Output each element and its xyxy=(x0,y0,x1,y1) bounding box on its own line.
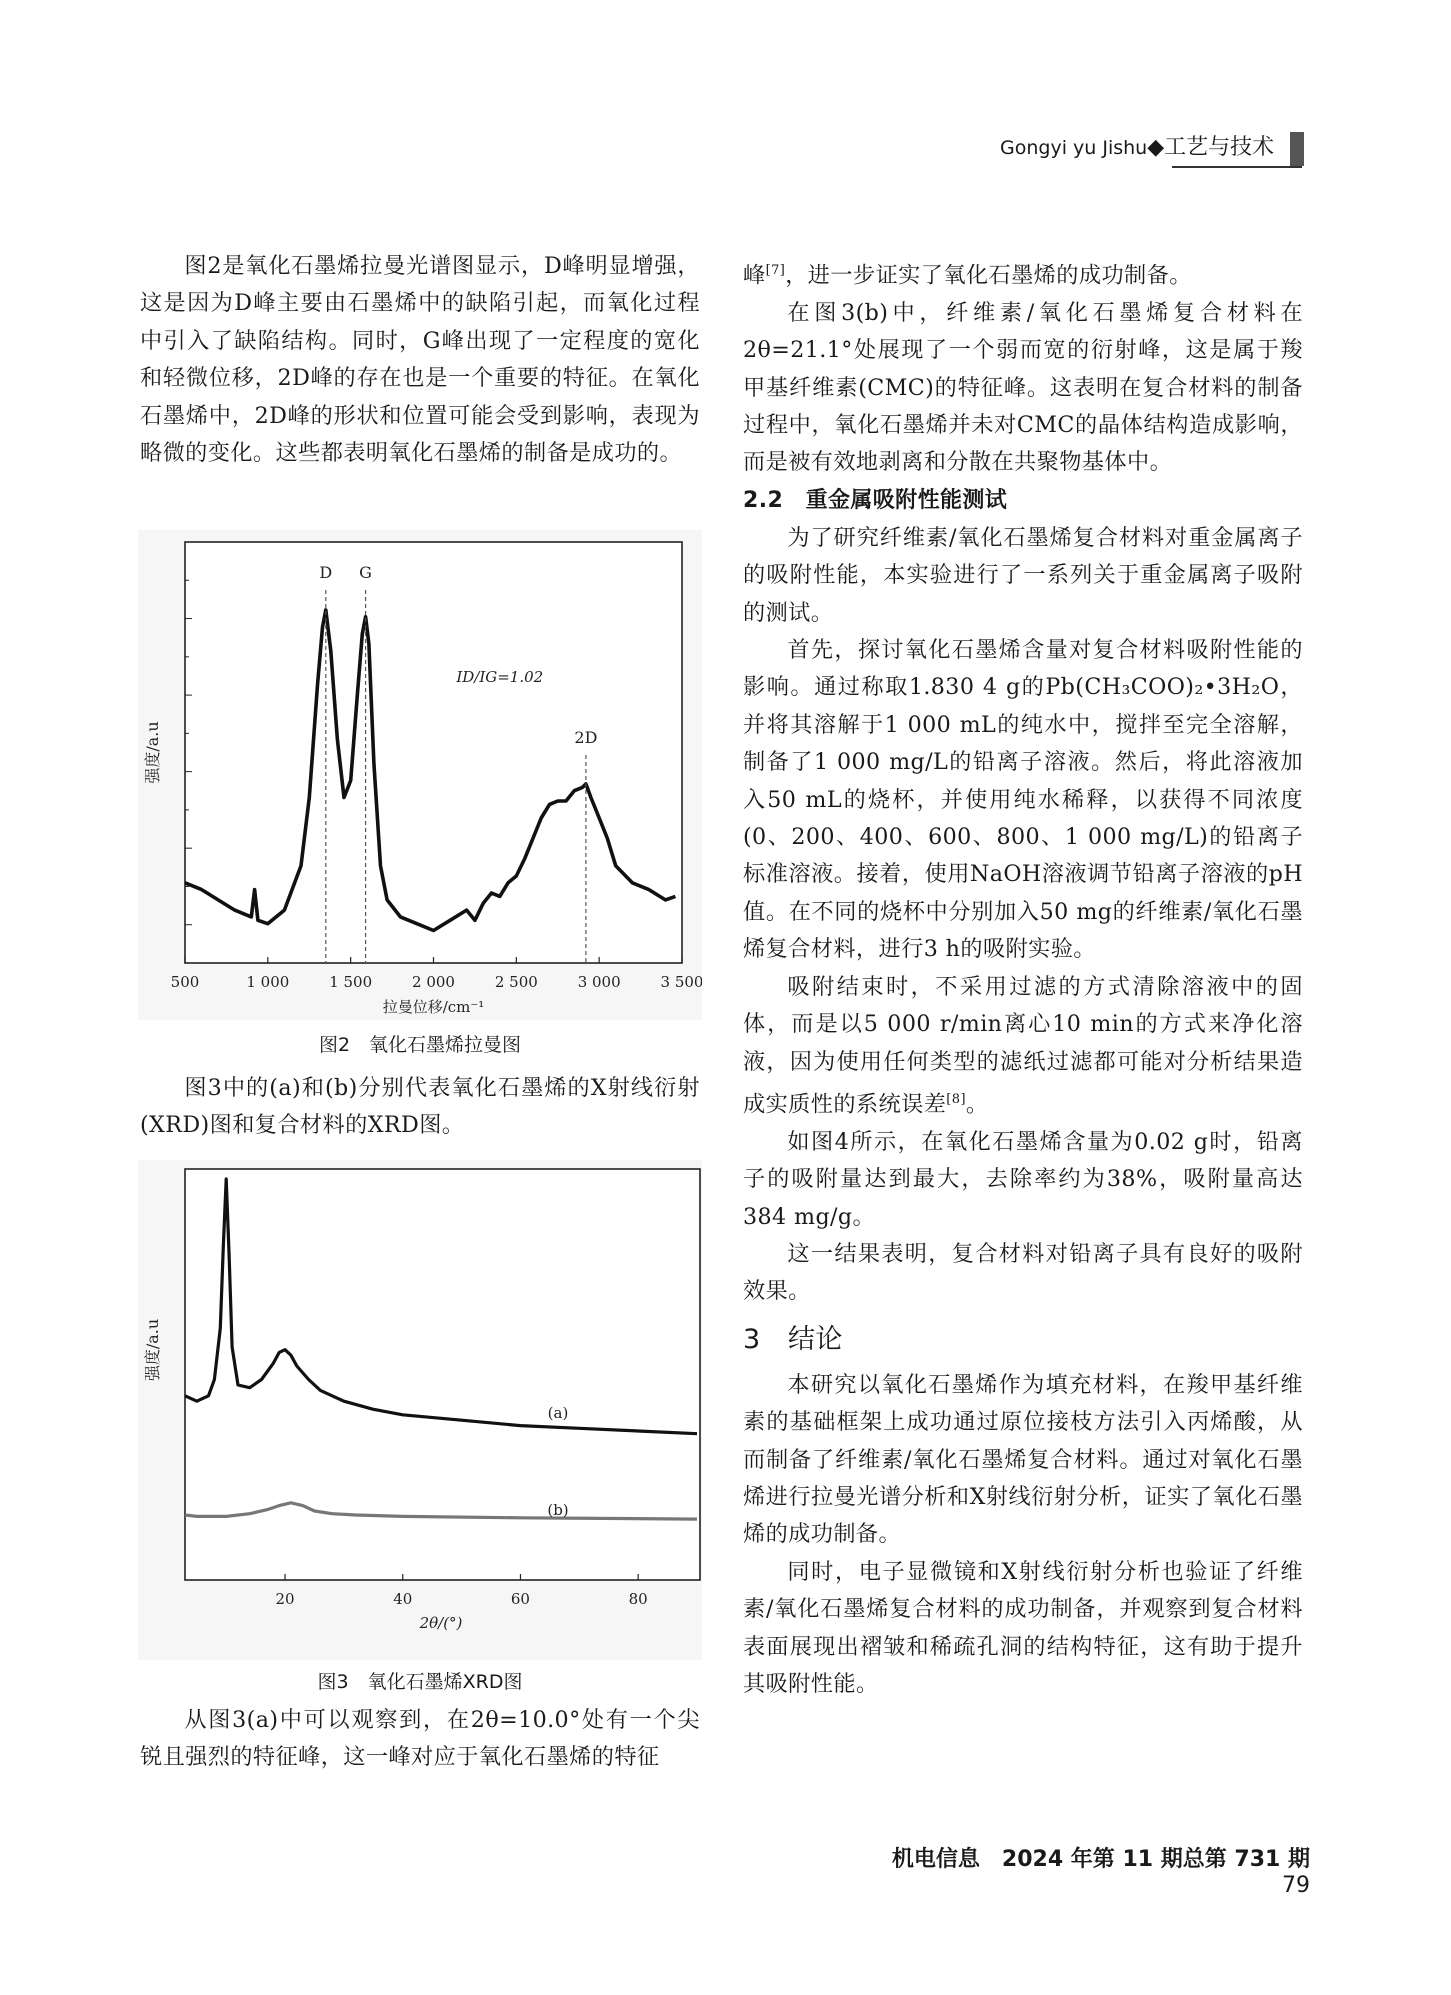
plot-frame xyxy=(185,542,682,963)
reference-8: [8] xyxy=(946,1091,966,1107)
paragraph: 为了研究纤维素/氧化石墨烯复合材料对重金属离子的吸附性能，本实验进行了一系列关于重金属离子吸附的测试。 xyxy=(743,524,1303,626)
paragraph: 这一结果表明，复合材料对铅离子具有良好的吸附效果。 xyxy=(743,1240,1303,1305)
paragraph: 在图3(b)中，纤维素/氧化石墨烯复合材料在2θ=21.1°处展现了一个弱而宽的衍射峰，这是属于羧甲基纤维素(CMC)的特征峰。这表明在复合材料的制备过程中，氧化石墨烯并未对CMC的晶体结构造成影响，而是被有效地剥离和分散在共聚物基体中。 xyxy=(743,299,1303,476)
x-tick-label: 2 000 xyxy=(412,973,455,991)
paragraph: 峰[7]，进一步证实了氧化石墨烯的成功制备。 xyxy=(743,262,1192,289)
peak-label: G xyxy=(359,563,372,582)
footer-issue: 2024 年第 11 期总第 731 期 xyxy=(1001,1847,1310,1872)
series-label: (b) xyxy=(547,1501,569,1519)
left-column-top xyxy=(140,248,700,472)
paragraph: 如图4所示，在氧化石墨烯含量为0.02 g时，铅离子的吸附量达到最大，去除率约为38%，吸附量高达384 mg/g。 xyxy=(743,1128,1303,1230)
header-underline xyxy=(1172,166,1302,168)
section-3-heading: 3 结论 xyxy=(743,1323,843,1355)
paragraph: 本研究以氧化石墨烯作为填充材料，在羧甲基纤维素的基础框架上成功通过原位接枝方法引入丙烯酸，从而制备了纤维素/氧化石墨烯复合材料。通过对氧化石墨烯进行拉曼光谱分析和X射线衍射分析，证实了氧化石墨烯的成功制备。 xyxy=(743,1371,1303,1548)
left-column-bottom xyxy=(140,1702,700,1777)
figure-2-caption: 图2 氧化石墨烯拉曼图 xyxy=(318,1034,522,1056)
right-column xyxy=(743,252,1303,1703)
peak-label: D xyxy=(319,563,333,582)
intensity-ratio-label: ID/IG=1.02 xyxy=(456,668,544,686)
x-tick-label: 2 500 xyxy=(494,973,538,991)
paragraph: 同时，电子显微镜和X射线衍射分析也验证了纤维素/氧化石墨烯复合材料的成功制备，并观察到复合材料表面展现出褶皱和稀疏孔洞的结构特征，这有助于提升其吸附性能。 xyxy=(743,1558,1303,1697)
x-tick-label: 1 500 xyxy=(329,973,373,991)
figure-2-frame xyxy=(138,530,702,1020)
x-tick-label: 3 000 xyxy=(577,973,621,991)
x-axis-label: 2θ/(°) xyxy=(419,1614,463,1632)
x-tick-label: 3 500 xyxy=(660,973,702,991)
paragraph: 吸附结束时，不采用过滤的方式清除溶液中的固体，而是以5 000 r/min离心10 min的方式来净化溶液，因为使用任何类型的滤纸过滤都可能对分析结果造成实质性的系统误差[8]。 xyxy=(743,973,1303,1118)
y-axis-label: 强度/a.u xyxy=(143,1318,162,1382)
x-tick-label: 1 000 xyxy=(246,973,290,991)
x-tick-label: 80 xyxy=(628,1590,648,1608)
page-number: 79 xyxy=(1282,1873,1310,1898)
reference-7: [7] xyxy=(765,263,786,278)
left-column-mid xyxy=(140,1070,700,1145)
x-tick-label: 60 xyxy=(510,1590,530,1608)
header-bar xyxy=(1290,132,1304,166)
page-footer xyxy=(870,1842,1310,1898)
series-label: (a) xyxy=(547,1404,569,1422)
header-latin: Gongyi yu Jishu xyxy=(1000,137,1148,159)
paragraph: 从图3(a)中可以观察到，在2θ=10.0°处有一个尖锐且强烈的特征峰，这一峰对应于氧化石墨烯的特征 xyxy=(140,1707,700,1771)
header-diamond: ◆ xyxy=(1147,135,1165,160)
xrd-chart xyxy=(138,1160,702,1660)
x-axis-label: 拉曼位移/cm⁻¹ xyxy=(382,998,485,1016)
footer-journal: 机电信息 xyxy=(891,1847,980,1872)
raman-chart xyxy=(138,530,702,1020)
paragraph: 图3中的(a)和(b)分别代表氧化石墨烯的X射线衍射(XRD)图和复合材料的XRD图。 xyxy=(140,1075,700,1139)
header-title: 工艺与技术 xyxy=(1164,135,1275,160)
section-2-2-heading: 2.2 重金属吸附性能测试 xyxy=(743,487,1008,513)
x-tick-label: 500 xyxy=(170,973,200,991)
paragraph: 图2是氧化石墨烯拉曼光谱图显示，D峰明显增强，这是因为D峰主要由石墨烯中的缺陷引起，而氧化过程中引入了缺陷结构。同时，G峰出现了一定程度的宽化和轻微位移，2D峰的存在也是一个重要的特征。在氧化石墨烯中，2D峰的形状和位置可能会受到影响，表现为略微的变化。这些都表明氧化石墨烯的制备是成功的。 xyxy=(140,253,700,467)
figure-3-caption: 图3 氧化石墨烯XRD图 xyxy=(317,1671,523,1693)
x-tick-label: 40 xyxy=(393,1590,413,1608)
paragraph: 首先，探讨氧化石墨烯含量对复合材料吸附性能的影响。通过称取1.830 4 g的Pb(CH₃COO)₂•3H₂O，并将其溶解于1 000 mL的纯水中，搅拌至完全溶解，制备了1 000 mg/L的铅离子溶液。然后，将此溶液加入50 mL的烧杯，并使用纯水稀释，以获得不同浓度(0、200、400、600、800、1 000 mg/L)的铅离子标准溶液。接着，使用NaOH溶液调节铅离子溶液的pH值。在不同的烧杯中分别加入50 mg的纤维素/氧化石墨烯复合材料，进行3 h的吸附实验。 xyxy=(743,637,1303,963)
y-axis-label: 强度/a.u xyxy=(143,721,162,784)
peak-label: 2D xyxy=(574,728,598,747)
running-header xyxy=(1000,130,1310,170)
x-tick-label: 20 xyxy=(275,1590,295,1608)
figure-3-frame xyxy=(138,1160,702,1660)
